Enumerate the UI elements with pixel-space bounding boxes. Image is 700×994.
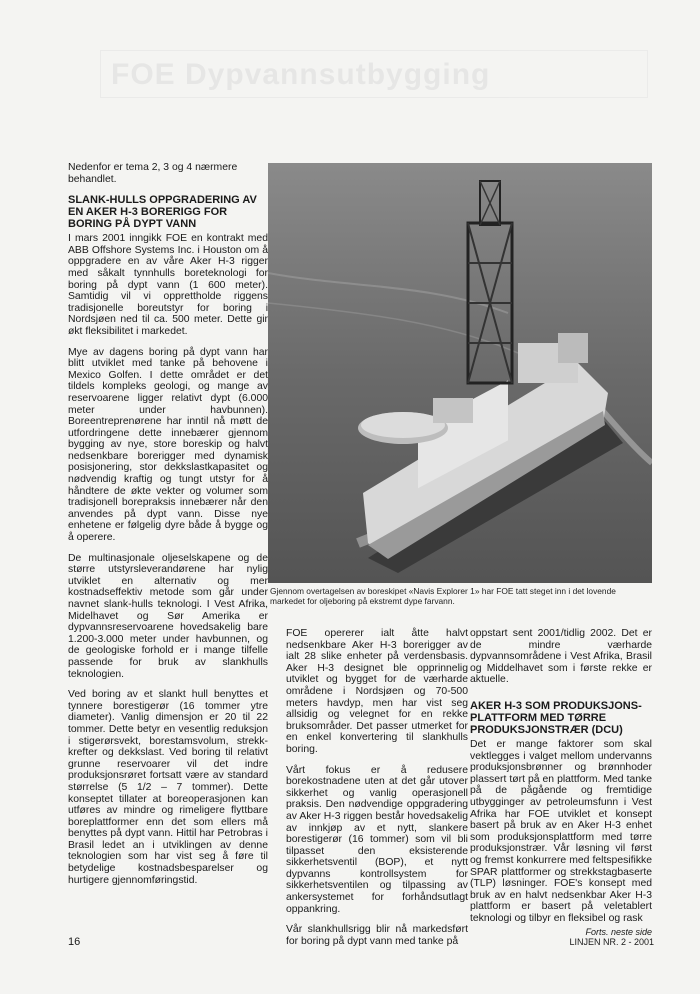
bleed-through-subtitle [132,100,612,110]
paragraph: FOE opererer ialt åtte halvt nedsenkbare Aker H-3 borerigger av ialt 28 slike enheter på verdensbasis. Aker H-3 designet ble opprinnelig utviklet og bygget for de værharde områdene i Nordsjøen og 70-500 meters havdyp, men har vist seg allsidig og velegnet for en rekke bruksområder. Det passer utmerket for en enkel konvertering til slankhulls boring. [286,628,468,755]
continued-note: Forts. neste side [585,927,652,938]
drillship-photo [268,163,652,583]
paragraph: De multinasjonale oljeselskapene og de større utstyrsleverandørene har nylig utviklet en alternativ og mer kostnadseffektiv metode som går under navnet slank-hulls teknologi. I Vest Afrika, Midelhavet og Sør Amerika er dypvannsreservoarene hovedsakelig bare 1.200-3.000 meter under havbunnen, og de geologiske forhold er i mange tilfelle passende for bruk av slankhulls teknologien. [68,552,268,680]
issue-label: LINJEN NR. 2 - 2001 [569,937,654,947]
intro-paragraph: Nedenfor er tema 2, 3 og 4 nærmere behandlet. [68,162,238,185]
section-heading-aker-h3: AKER H-3 SOM PRODUKSJONS-PLATTFORM MED TØRRE PRODUKSJONSTRÆR (DCU) [470,699,642,736]
figure-caption: Gjennom overtagelsen av boreskipet «Navis Explorer 1» har FOE tatt steget inn i det lovende markedet for oljeboring på ekstremt dype farvann. [270,586,616,606]
paragraph: Ved boring av et slankt hull benyttes et tynnere borestigerør (16 tommer ytre diameter). Vanlig dimensjon er 20 til 22 tommer. Dette betyr en vesentlig reduksjon i stigerørsvekt, borestamsvolum, strekk-krefter og dekkslast. Ved boring til relativt grunne reservoarer vil det indre produksjonsrøret fortsatt være av standard størrelse (5 1/2 – 7 tommer). Dette konseptet tillater at boreoperasjonen kan utføres av mindre og rimeligere flyttbare boreplattformer enn det som ellers må benyttes på dypt vann. Hittil har Petrobras i Brasil ledet an i utviklingen av denne teknologien som har vist seg å føre til betydelige kostnadsbesparelser og hurtigere gjennomføringstid. [68,689,268,886]
paragraph: Det er mange faktorer som skal vektlegges i valget mellom undervanns produksjonsbrønner og brønnhoder plassert tørt på en plattform. Med tanke på de pågående og fremtidige utbygginger av petroleumsfunn i Vest Afrika har FOE utviklet et konsept basert på bruk av en Aker H-3 enhet som produksjonsplattform med tørre produksjonstrær. Vår løsning vil først og fremst konkurrere med feltspesifikke SPAR plattformer og strekkstagbaserte (TLP) løsninger. FOE's konsept med bruk av en halvt nedsenkbar Aker H-3 plattform er basert på veletablert teknologi og tilbyr en fleksibel og rask [470,738,652,924]
column-middle [286,628,468,956]
section-heading-slank-hulls: SLANK-HULLS OPPGRADERING AV EN AKER H-3 BORERIGG FOR BORING PÅ DYPT VANN [68,194,257,231]
paragraph: Vårt fokus er å redusere borekostnadene uten at det går utover sikkerhet og vanlig operasjonell praksis. Den nødvendige oppgradering av Aker H-3 riggen består hovedsakelig av innkjøp av et nytt, slankere borestigerør (16 tommer) som vil bli tilpasset den eksisterende sikkerhetsventil (BOP), et nytt dypvanns kontrollsystem for sikkerhetsventilen og tilpassing av ankersystemet for forhåndsutlagt oppankring. [286,764,468,915]
drillship-illustration [268,163,652,583]
paragraph: oppstart sent 2001/tidlig 2002. Det er de mindre værharde dypvannsområdene i Vest Afrika, Brasil og Middelhavet som i første rekke er aktuelle. [470,628,652,686]
paragraph: Mye av dagens boring på dypt vann har blitt utviklet med tanke på behovene i Mexico Golfen. I dette området er det tildels kompleks geologi, og mange av reservoarene ligger relativt dypt (6.000 meter under havbunnen). Boreentreprenørene har inntil nå møtt de utfordringene dette innebærer gjennom bygging av nye, store boreskip og halvt nedsenkbare borerigger med dynamisk posisjonering, stor dekkslastkapasitet og nødvendig kraftig og tungt utstyr for å håndtere de økte vekter og volumer som tradisjonell borepraksis innebærer når den anvendes på dypt vann. Disse nye enhetene er følgelig dyre både å bygge og å operere. [68,346,268,544]
page-number: 16 [68,936,81,948]
column-right [470,628,652,939]
bleed-through-title: FOE Dypvannsutbygging [100,50,648,98]
paragraph: I mars 2001 inngikk FOE en kontrakt med ABB Offshore Systems Inc. i Houston om å oppgradere en av våre Aker H-3 rigger med såkalt tynnhulls boreteknologi for boring på dypt vann (1 600 meter). Samtidig vil vi opprettholde riggens tradisjonelle boreutstyr for boring i Nordsjøen ned til ca. 500 meter. Dette gir økt fleksibilitet i markedet. [68,233,268,337]
paragraph: Vår slankhullsrigg blir nå markedsført for boring på dypt vann med tanke på [286,924,468,947]
column-left [68,162,268,895]
